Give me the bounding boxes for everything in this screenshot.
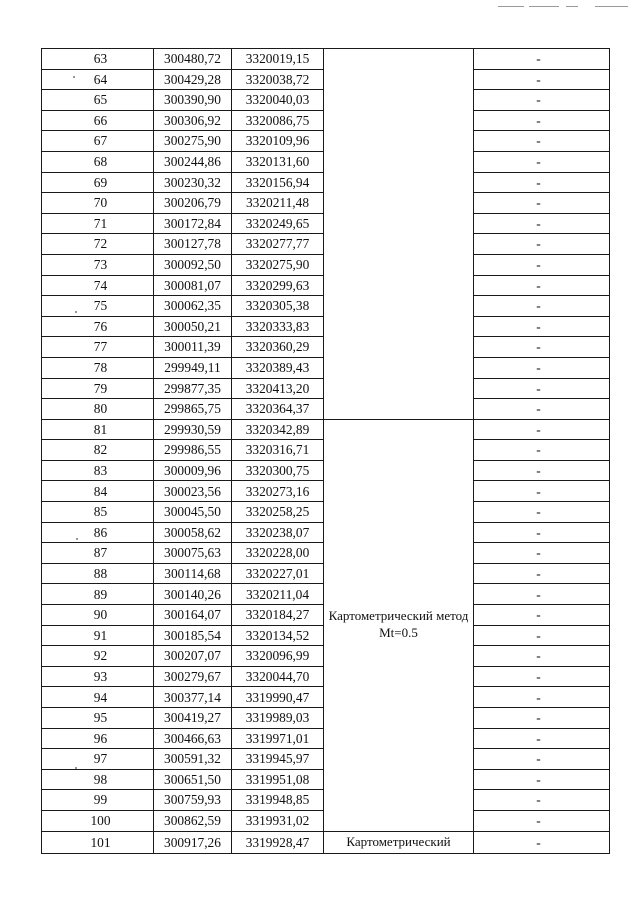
point-number-cell: 83 [42, 460, 154, 481]
x-coordinate-cell: 300591,32 [154, 749, 232, 770]
point-number-cell: 82 [42, 440, 154, 461]
x-coordinate-cell: 300651,50 [154, 769, 232, 790]
point-number-cell: 79 [42, 378, 154, 399]
point-number-cell: 74 [42, 275, 154, 296]
accuracy-cell: - [474, 543, 610, 564]
accuracy-cell: - [474, 584, 610, 605]
y-coordinate-cell: 3320184,27 [232, 605, 324, 626]
x-coordinate-cell: 300244,86 [154, 151, 232, 172]
x-coordinate-cell: 300185,54 [154, 625, 232, 646]
accuracy-cell: - [474, 213, 610, 234]
y-coordinate-cell: 3320360,29 [232, 337, 324, 358]
x-coordinate-cell: 299930,59 [154, 419, 232, 440]
x-coordinate-cell: 300127,78 [154, 234, 232, 255]
y-coordinate-cell: 3320300,75 [232, 460, 324, 481]
accuracy-cell: - [474, 151, 610, 172]
point-number-cell: 88 [42, 563, 154, 584]
y-coordinate-cell: 3320389,43 [232, 357, 324, 378]
x-coordinate-cell: 299949,11 [154, 357, 232, 378]
y-coordinate-cell: 3320277,77 [232, 234, 324, 255]
accuracy-cell: - [474, 502, 610, 523]
y-coordinate-cell: 3320238,07 [232, 522, 324, 543]
accuracy-cell: - [474, 460, 610, 481]
x-coordinate-cell: 299877,35 [154, 378, 232, 399]
accuracy-cell: - [474, 831, 610, 854]
accuracy-cell: - [474, 275, 610, 296]
y-coordinate-cell: 3320342,89 [232, 419, 324, 440]
accuracy-cell: - [474, 749, 610, 770]
x-coordinate-cell: 300081,07 [154, 275, 232, 296]
point-number-cell: 94 [42, 687, 154, 708]
x-coordinate-cell: 300279,67 [154, 666, 232, 687]
y-coordinate-cell: 3320249,65 [232, 213, 324, 234]
accuracy-cell: - [474, 254, 610, 275]
x-coordinate-cell: 300429,28 [154, 69, 232, 90]
y-coordinate-cell: 3320040,03 [232, 90, 324, 111]
y-coordinate-cell: 3320275,90 [232, 254, 324, 275]
point-number-cell: 98 [42, 769, 154, 790]
accuracy-cell: - [474, 110, 610, 131]
point-number-cell: 67 [42, 131, 154, 152]
accuracy-cell: - [474, 481, 610, 502]
accuracy-cell: - [474, 563, 610, 584]
x-coordinate-cell: 300207,07 [154, 646, 232, 667]
x-coordinate-cell: 300009,96 [154, 460, 232, 481]
accuracy-cell: - [474, 193, 610, 214]
x-coordinate-cell: 300045,50 [154, 502, 232, 523]
point-number-cell: 64 [42, 69, 154, 90]
x-coordinate-cell: 300466,63 [154, 728, 232, 749]
y-coordinate-cell: 3320316,71 [232, 440, 324, 461]
x-coordinate-cell: 299865,75 [154, 399, 232, 420]
accuracy-cell: - [474, 440, 610, 461]
y-coordinate-cell: 3320131,60 [232, 151, 324, 172]
point-number-cell: 95 [42, 708, 154, 729]
y-coordinate-cell: 3320228,00 [232, 543, 324, 564]
y-coordinate-cell: 3320258,25 [232, 502, 324, 523]
x-coordinate-cell: 300206,79 [154, 193, 232, 214]
accuracy-cell: - [474, 769, 610, 790]
y-coordinate-cell: 3320134,52 [232, 625, 324, 646]
point-number-cell: 73 [42, 254, 154, 275]
point-number-cell: 87 [42, 543, 154, 564]
point-number-cell: 66 [42, 110, 154, 131]
x-coordinate-cell: 300480,72 [154, 49, 232, 70]
x-coordinate-cell: 300075,63 [154, 543, 232, 564]
y-coordinate-cell: 3319990,47 [232, 687, 324, 708]
x-coordinate-cell: 300377,14 [154, 687, 232, 708]
y-coordinate-cell: 3320096,99 [232, 646, 324, 667]
y-coordinate-cell: 3320273,16 [232, 481, 324, 502]
x-coordinate-cell: 300230,32 [154, 172, 232, 193]
point-number-cell: 68 [42, 151, 154, 172]
point-number-cell: 75 [42, 296, 154, 317]
scan-mark [498, 6, 524, 7]
point-number-cell: 92 [42, 646, 154, 667]
accuracy-cell: - [474, 728, 610, 749]
point-number-cell: 101 [42, 831, 154, 854]
method-cell: Картометрический метод Mt=0.5 [324, 419, 474, 831]
x-coordinate-cell: 300862,59 [154, 810, 232, 831]
point-number-cell: 100 [42, 810, 154, 831]
point-number-cell: 80 [42, 399, 154, 420]
accuracy-cell: - [474, 49, 610, 70]
point-number-cell: 77 [42, 337, 154, 358]
point-number-cell: 84 [42, 481, 154, 502]
y-coordinate-cell: 3320044,70 [232, 666, 324, 687]
y-coordinate-cell: 3320156,94 [232, 172, 324, 193]
y-coordinate-cell: 3320019,15 [232, 49, 324, 70]
x-coordinate-cell: 300050,21 [154, 316, 232, 337]
accuracy-cell: - [474, 337, 610, 358]
point-number-cell: 99 [42, 790, 154, 811]
accuracy-cell: - [474, 666, 610, 687]
table-row [42, 419, 610, 440]
y-coordinate-cell: 3320299,63 [232, 275, 324, 296]
y-coordinate-cell: 3320333,83 [232, 316, 324, 337]
y-coordinate-cell: 3320109,96 [232, 131, 324, 152]
x-coordinate-cell: 299986,55 [154, 440, 232, 461]
accuracy-cell: - [474, 810, 610, 831]
x-coordinate-cell: 300058,62 [154, 522, 232, 543]
y-coordinate-cell: 3319945,97 [232, 749, 324, 770]
point-number-cell: 91 [42, 625, 154, 646]
accuracy-cell: - [474, 90, 610, 111]
accuracy-cell: - [474, 357, 610, 378]
y-coordinate-cell: 3319989,03 [232, 708, 324, 729]
table-row [42, 49, 610, 70]
point-number-cell: 70 [42, 193, 154, 214]
point-number-cell: 71 [42, 213, 154, 234]
point-number-cell: 86 [42, 522, 154, 543]
accuracy-cell: - [474, 234, 610, 255]
accuracy-cell: - [474, 296, 610, 317]
y-coordinate-cell: 3319948,85 [232, 790, 324, 811]
x-coordinate-cell: 300390,90 [154, 90, 232, 111]
y-coordinate-cell: 3320227,01 [232, 563, 324, 584]
y-coordinate-cell: 3320305,38 [232, 296, 324, 317]
accuracy-cell: - [474, 625, 610, 646]
method-cell [324, 49, 474, 420]
x-coordinate-cell: 300275,90 [154, 131, 232, 152]
x-coordinate-cell: 300172,84 [154, 213, 232, 234]
point-number-cell: 96 [42, 728, 154, 749]
table-row [42, 831, 610, 854]
scan-mark [595, 6, 628, 7]
y-coordinate-cell: 3320211,04 [232, 584, 324, 605]
x-coordinate-cell: 300140,26 [154, 584, 232, 605]
x-coordinate-cell: 300164,07 [154, 605, 232, 626]
accuracy-cell: - [474, 708, 610, 729]
y-coordinate-cell: 3320211,48 [232, 193, 324, 214]
accuracy-cell: - [474, 790, 610, 811]
point-number-cell: 97 [42, 749, 154, 770]
point-number-cell: 85 [42, 502, 154, 523]
accuracy-cell: - [474, 172, 610, 193]
x-coordinate-cell: 300419,27 [154, 708, 232, 729]
y-coordinate-cell: 3320364,37 [232, 399, 324, 420]
accuracy-cell: - [474, 419, 610, 440]
accuracy-cell: - [474, 316, 610, 337]
x-coordinate-cell: 300062,35 [154, 296, 232, 317]
accuracy-cell: - [474, 378, 610, 399]
point-number-cell: 81 [42, 419, 154, 440]
accuracy-cell: - [474, 605, 610, 626]
x-coordinate-cell: 300023,56 [154, 481, 232, 502]
y-coordinate-cell: 3319951,08 [232, 769, 324, 790]
point-number-cell: 63 [42, 49, 154, 70]
method-cell: Картометрический [324, 831, 474, 854]
accuracy-cell: - [474, 69, 610, 90]
point-number-cell: 90 [42, 605, 154, 626]
accuracy-cell: - [474, 522, 610, 543]
point-number-cell: 76 [42, 316, 154, 337]
point-number-cell: 89 [42, 584, 154, 605]
point-number-cell: 65 [42, 90, 154, 111]
x-coordinate-cell: 300092,50 [154, 254, 232, 275]
point-number-cell: 78 [42, 357, 154, 378]
point-number-cell: 93 [42, 666, 154, 687]
coordinates-table [41, 48, 610, 854]
y-coordinate-cell: 3319931,02 [232, 810, 324, 831]
accuracy-cell: - [474, 399, 610, 420]
point-number-cell: 69 [42, 172, 154, 193]
coordinates-table-body [42, 49, 610, 854]
y-coordinate-cell: 3320086,75 [232, 110, 324, 131]
x-coordinate-cell: 300917,26 [154, 831, 232, 854]
accuracy-cell: - [474, 687, 610, 708]
accuracy-cell: - [474, 131, 610, 152]
y-coordinate-cell: 3320038,72 [232, 69, 324, 90]
scan-mark [566, 6, 578, 7]
x-coordinate-cell: 300114,68 [154, 563, 232, 584]
accuracy-cell: - [474, 646, 610, 667]
x-coordinate-cell: 300011,39 [154, 337, 232, 358]
y-coordinate-cell: 3319971,01 [232, 728, 324, 749]
scan-mark [529, 6, 559, 7]
point-number-cell: 72 [42, 234, 154, 255]
y-coordinate-cell: 3319928,47 [232, 831, 324, 854]
x-coordinate-cell: 300306,92 [154, 110, 232, 131]
y-coordinate-cell: 3320413,20 [232, 378, 324, 399]
x-coordinate-cell: 300759,93 [154, 790, 232, 811]
